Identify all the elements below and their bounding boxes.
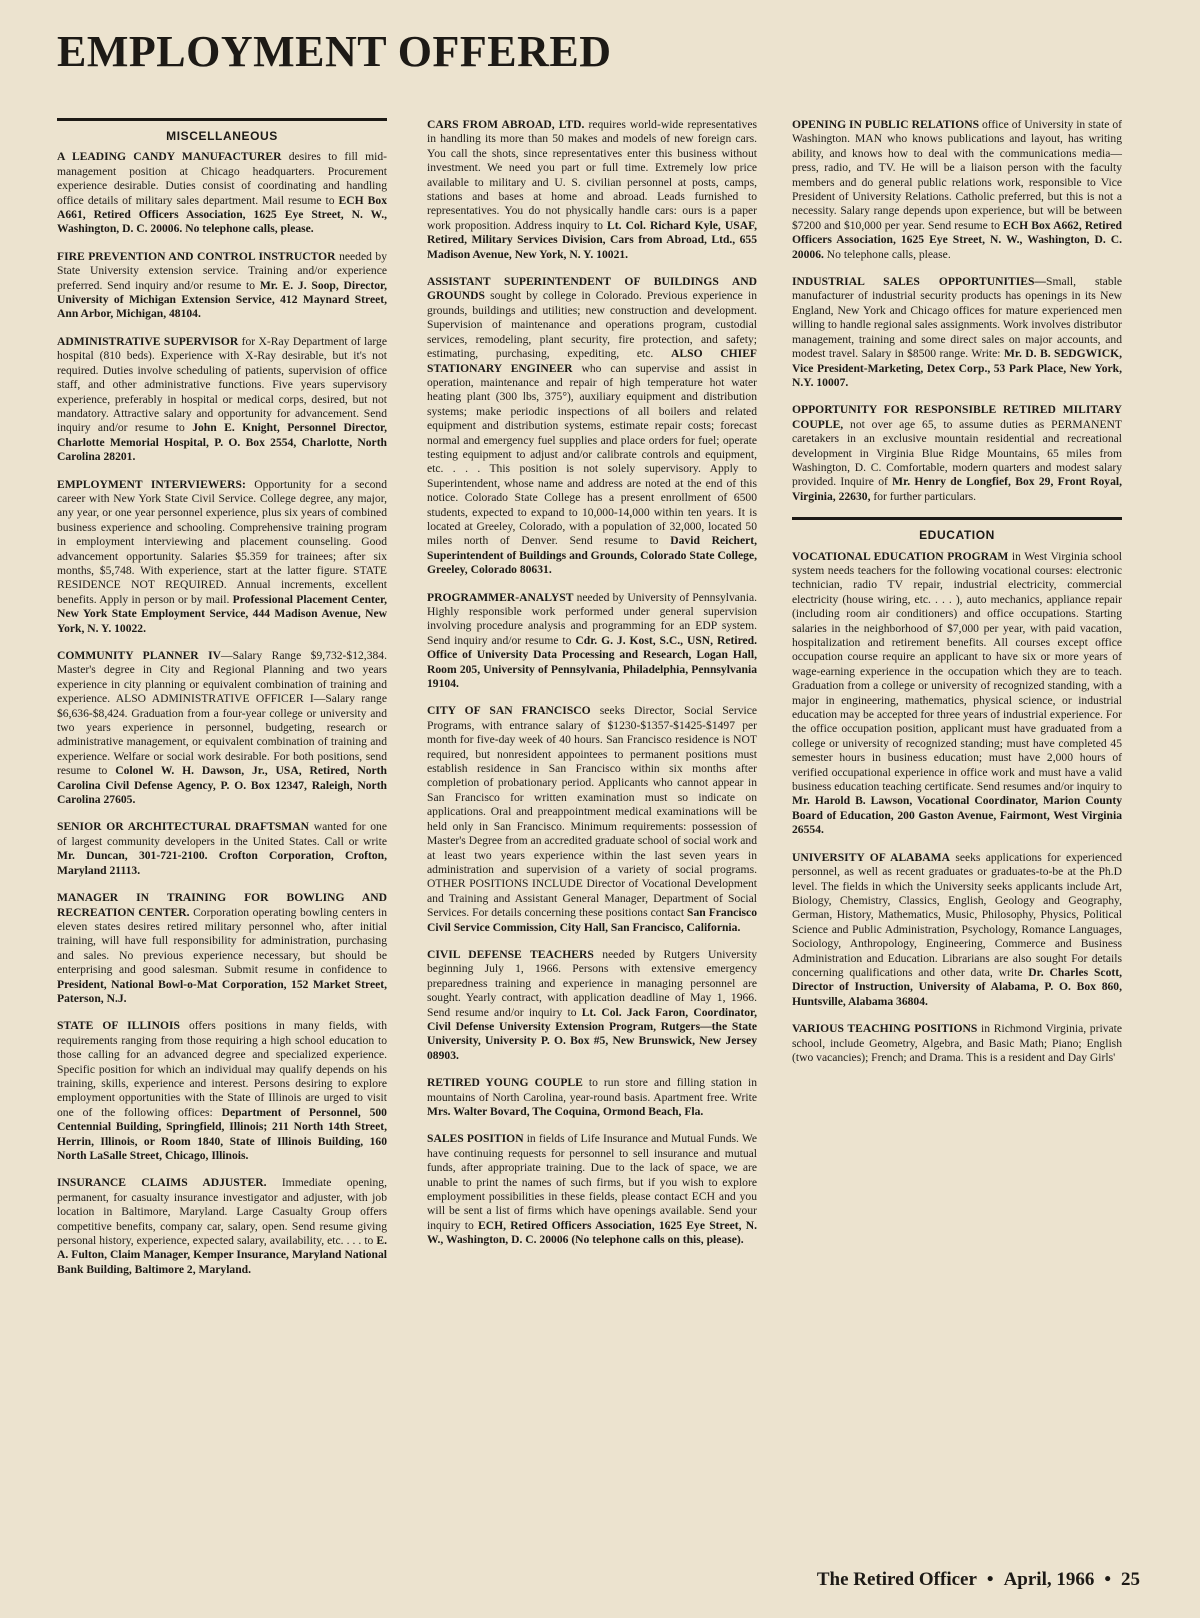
ad-contact: Colonel W. H. Dawson, Jr., USA, Retired, North Carolina Civil Defense Agency, P. O. Box 12347, Raleigh, North Carolina 27605. — [57, 764, 387, 807]
ad-lead: VOCATIONAL EDUCATION PROGRAM — [792, 549, 1009, 563]
section-rule — [57, 118, 387, 121]
ad-body: seeks applications for experienced personnel, as well as recent graduates or graduates-to-be at the Ph.D level. The fields in which the University seeks applicants include Art, Biology, Chemistry, Classics, English, Geology and Geography, German, History, Mathematics, Music, Philosophy, Physics, Political Science and Public Administration, Psychology, Romance Languages, Sociology, Anthropology, Engineering, Commerce and Business Administration and Education. Librarians are also sought For details concerning qualifications and other data, write — [792, 850, 1122, 979]
ad-teaching-positions — [792, 1022, 1122, 1065]
ad-lead-secondary: ALSO CHIEF STATIONARY ENGINEER — [427, 347, 758, 375]
ad-candy-manufacturer — [57, 150, 387, 236]
ad-contact: John E. Knight, Personnel Director, Charlotte Memorial Hospital, P. O. Box 2554, Charlotte, North Carolina 28201. — [57, 421, 388, 464]
ad-lead: ADMINISTRATIVE SUPERVISOR — [57, 334, 239, 348]
page-number: 25 — [1121, 1569, 1140, 1590]
ad-contact: ECH Box A661, Retired Officers Association, 1625 Eye Street, N. W., Washington, D. C. 20006. No telephone calls, please. — [57, 193, 387, 236]
ad-body: in fields of Life Insurance and Mutual Funds. We have continuing requests for personnel to sell insurance and mutual funds, after appropriate training. Due to the lack of space, we are unable to print the names of such firms, but if you wish to explore employment possibilities in these fields, please contact ECH and you will be sent a list of firms which have openings available. Send your inquiry to — [427, 1132, 757, 1232]
ad-university-of-alabama — [792, 851, 1122, 1009]
ad-body: not over age 65, to assume duties as PERMANENT caretakers in an exclusive mountain residential and recreational development in Virginia Blue Ridge Mountains, 65 miles from Washington, D. C. Comfortable, modern quarters and modest salary provided. Inquire of — [792, 417, 1122, 489]
ad-lead: MANAGER IN TRAINING FOR BOWLING AND RECREATION CENTER. — [57, 891, 387, 919]
ad-lead: FIRE PREVENTION AND CONTROL INSTRUCTOR — [57, 249, 336, 263]
ad-lead: INDUSTRIAL SALES OPPORTUNITIES— — [792, 275, 1047, 289]
issue-date: April, 1966 — [1003, 1569, 1095, 1590]
ad-body: needed by State University extension service. Training and/or experience preferred. Send inquiry and/or resume to — [57, 249, 387, 292]
ad-body-secondary: who can supervise and assist in operation, maintenance and repair of high temperature hot water heating plant (300 lbs, 375°), auxiliary equipment and distribution systems; make periodic inspections of all boilers and related equipment and distribution systems, estimate repair costs; forecast normal and emergency fuel supplies and place orders for fuel; operate testing equipment to adjust and/or calibrate controls and equipment, etc. . . . This position is not solely supervisory. Apply to Superintendent, whose name and address are noted at the end of this notice. Colorado State College has a present enrollment of 6500 students, expected to expand to 10,000-14,000 within ten years. It is located at Greeley, Colorado, with a population of 32,000, located 50 miles north of Denver. Send resume to — [427, 361, 757, 548]
ad-fire-prevention — [57, 250, 387, 322]
ad-administrative-supervisor — [57, 335, 387, 465]
ad-city-of-san-francisco — [427, 704, 757, 935]
ad-tail: for further particulars. — [870, 489, 977, 503]
page-footer — [700, 1569, 1140, 1591]
ad-lead: OPENING IN PUBLIC RELATIONS — [792, 118, 980, 131]
ad-community-planner — [57, 649, 387, 807]
ad-contact: Mr. Harold B. Lawson, Vocational Coordinator, Marion County Board of Education, 200 Gaston Avenue, Fairmont, West Virginia 26554. — [792, 794, 1122, 837]
ad-sales-position — [427, 1132, 757, 1247]
ad-contact: President, National Bowl-o-Mat Corporation, 152 Market Street, Paterson, N.J. — [57, 977, 387, 1005]
ad-contact: Dr. Charles Scott, Director of Instruction, University of Alabama, P. O. Box 860, Huntsville, Alabama 36804. — [792, 965, 1122, 1008]
ad-draftsman — [57, 820, 387, 878]
ad-lead: EMPLOYMENT INTERVIEWERS: — [57, 477, 246, 491]
section-rule — [792, 517, 1122, 520]
column-3 — [792, 118, 1122, 1078]
ad-body: sought by college in Colorado. Previous experience in grounds, buildings and utilities; new construction and development. Supervision of maintenance and operations program, custodial services, remodeling, plant security, fire protection, and safety; estimating, purchasing, expediting, etc. — [427, 289, 757, 361]
ad-lead: SALES POSITION — [427, 1132, 524, 1146]
ad-body: Opportunity for a second career with New York State Civil Service. College degree, any major, any year, or one year personnel experience, plus six years of combined business experience and schooling. Comprehensive training program in employment interviewing and placement counseling. Good advancement opportunity. Salaries $5.359 for trainees; after six months, $5,748. With experience, start at the latter figure. STATE RESIDENCE NOT REQUIRED. Annual increments, excellent benefits. Apply in person or by mail. — [57, 477, 387, 606]
ad-lead: SENIOR OR ARCHITECTURAL DRAFTSMAN — [57, 820, 309, 834]
ad-insurance-claims-adjuster — [57, 1176, 387, 1277]
column-1 — [57, 118, 387, 1290]
section-heading-miscellaneous: MISCELLANEOUS — [166, 129, 278, 143]
ad-caretakers — [792, 403, 1122, 504]
column-2 — [427, 118, 757, 1261]
ad-body: offers positions in many fields, with requirements ranging from those requiring a high school education to those calling for an advanced degree and specialized experience. Specific position for which an individual may qualify depends on his training, skills, experience and interest. Persons desiring to explore employment opportunities with the State of Illinois are urged to visit one of the following offices: — [57, 1019, 387, 1119]
ad-employment-interviewers — [57, 478, 387, 636]
section-heading-education: EDUCATION — [919, 528, 995, 543]
ad-lead: PROGRAMMER-ANALYST — [427, 590, 574, 604]
ad-contact: Professional Placement Center, New York State Employment Service, 444 Madison Avenue, New York, N. Y. 10022. — [57, 592, 387, 635]
ad-contact: Mr. Duncan, 301-721-2100. Crofton Corporation, Crofton, Maryland 21113. — [57, 849, 387, 877]
ad-contact: ECH, Retired Officers Association, 1625 Eye Street, N. W., Washington, D. C. 20006 (No telephone calls on this, please). — [427, 1218, 757, 1247]
ad-contact: Lt. Col. Richard Kyle, USAF, Retired, Military Services Division, Cars from Abroad, Ltd., 655 Madison Avenue, New York, N. Y. 10021. — [427, 218, 757, 261]
ad-body: in Richmond Virginia, private school, include Geometry, Algebra, and Basic Math; Piano; English (two vacancies); French; and Drama. This is a resident and Day Girls' — [792, 1022, 1122, 1064]
ad-contact: Mr. Henry de Longfief, Box 29, Front Royal, Virginia, 22630, — [792, 475, 1122, 503]
ad-body: —Salary Range $9,732-$12,384. Master's degree in City and Regional Planning and two years experience in city planning or equivalent combination of training and experience. ALSO ADMINISTRATIVE OFFICER I—Salary range $6,636-$8,424. Graduation from a four-year college or university and two years experience in personnel, budgeting, research or administrative management, or equivalent combination of training and experience. Welfare or social work desirable. For both positions, send resume to — [57, 649, 387, 778]
footer-separator: • — [986, 1569, 994, 1590]
ad-body: wanted for one of largest community developers in the United States. Call or write — [57, 820, 387, 848]
ad-contact: Cdr. G. J. Kost, S.C., USN, Retired. Office of University Data Processing and Research, Logan Hall, Room 205, University of Pennsylvania, Philadelphia, Pennsylvania 19104. — [427, 633, 757, 691]
ad-contact: ECH Box A662, Retired Officers Association, 1625 Eye Street, N. W., Washington, D. C. 20006. — [792, 218, 1122, 261]
ad-body: desires to fill mid-management position at Chicago headquarters. Procurement experience desirable. Duties consist of coordinating and handling office details of military sales department. Mail resume to — [57, 150, 387, 207]
ad-tail: No telephone calls, please. — [823, 247, 951, 261]
ad-body: needed by University of Pennsylvania. Highly responsible work performed under general supervision involving procedure analysis and programming for an EDP system. Send inquiry and/or resume to — [427, 590, 757, 647]
ad-industrial-sales — [792, 275, 1122, 390]
ad-contact: Lt. Col. Jack Faron, Coordinator, Civil Defense University Extension Program, Rutgers—the State University, University P. O. Box #5, New Brunswick, New Jersey 08903. — [427, 1005, 757, 1062]
ad-body: in West Virginia school system needs teachers for the following vocational courses: electronic technician, radio TV repair, industrial electricity, commercial electricity (house wiring, etc. . . . ), auto mechanics, appliance repair (including room air conditioners) and office occupations. Starting salaries in the neighborhood of $7,000 per year, with paid vacation, hospitalization and retirement benefits. All courses except office occupation course require an applicant to have six or more years of wage-earning experience in the occupation which they are to teach. Graduation from a college or university of recognized standing, with a major in engineering, mathematics, physical science, or industrial education may be accepted for three years of industrial experience. For the office occupation position, applicant must have graduated from a college or university of recognized standing; must have completed 45 semester hours in business education; must have 2,000 hours of verified occupational experience in office work and must have a valid business education teaching certificate. Send resumes and/or inquiry to — [792, 549, 1122, 794]
ad-body: needed by Rutgers University beginning July 1, 1966. Persons with extensive emergency preparedness training and experience in managing personnel are sought. Yearly contract, with application deadline of May 1, 1966. Send resume and/or inquiry to — [427, 947, 757, 1019]
ad-lead: ASSISTANT SUPERINTENDENT OF BUILDINGS AND GROUNDS — [427, 275, 757, 303]
ad-body: to run store and filling station in mountains of North Carolina, year-round basis. Apartment free. Write — [427, 1076, 757, 1104]
ad-retired-young-couple — [427, 1076, 757, 1119]
ad-assistant-superintendent — [427, 275, 757, 578]
ad-public-relations — [792, 118, 1122, 262]
ad-body: seeks Director, Social Service Programs, with entrance salary of $1230-$1357-$1425-$1497 per month for five-day week of 40 hours. San Francisco residence is NOT required, but nonresident appointees to permanent positions must establish residence in San Francisco within six months after completion of probationary period. Applicants who cannot appear in San Francisco for written examination must so indicate on applications. Oral and preappointment medical examinations will be held only in San Francisco. Minimum requirements: possession of Master's Degree from an accredited graduate school of social work and at least two years experience within the last seven years in administration and supervision of a variety of social programs. OTHER POSITIONS INCLUDE Director of Vocational Development and Training and Assistant General Manager, Department of Social Services. For details concerning these positions contact — [427, 704, 758, 920]
ad-contact: Mr. E. J. Soop, Director, University of Michigan Extension Service, 412 Maynard Street, Ann Arbor, Michigan, 48104. — [57, 278, 387, 321]
ad-lead: STATE OF ILLINOIS — [57, 1019, 180, 1033]
ad-contact: Mrs. Walter Bovard, The Coquina, Ormond Beach, Fla. — [427, 1105, 704, 1118]
ad-lead: CARS FROM ABROAD, LTD. — [427, 118, 585, 131]
ad-lead: COMMUNITY PLANNER IV — [57, 649, 221, 662]
ad-body: office of University in state of Washington. MAN who knows publications and layout, has writing ability, and knows how to deal with the communications media—press, radio, and TV. He will be a liaison person with the faculty members and do general public relations work, responsible to Vice President of University Relations. Catholic preferred, but this is not a necessity. Salary range depends upon experience, but will be between $7200 and $10,000 per year. Send resume to — [792, 118, 1122, 232]
ad-contact: San Francisco Civil Service Commission, City Hall, San Francisco, California. — [427, 906, 757, 934]
ad-lead: UNIVERSITY OF ALABAMA — [792, 850, 950, 864]
ad-lead: CITY OF SAN FRANCISCO — [427, 704, 591, 718]
ad-body: Corporation operating bowling centers in eleven states desires retired military personnel who, after initial training, will have full responsibility for administration, purchasing and sales. No previous experience necessary, but should be enterprising and good salesman. Submit resume in confidence to — [57, 905, 387, 977]
ad-contact: David Reichert, Superintendent of Buildings and Grounds, Colorado State College, Greeley, Colorado 80631. — [427, 534, 757, 577]
ad-contact: E. A. Fulton, Claim Manager, Kemper Insurance, Maryland National Bank Building, Baltimore 2, Maryland. — [57, 1234, 387, 1276]
ad-bowling-manager — [57, 891, 387, 1006]
page-title: EMPLOYMENT OFFERED — [57, 27, 612, 76]
ad-body: for X-Ray Department of large hospital (810 beds). Experience with X-Ray desirable, but it's not required. Duties involve scheduling of patients, supervision of office staff, and other administrative functions. Five years supervisory experience, preferably in hospital or medical corps, desired, but not mandatory. Attractive salary and opportunity for advancement. Send inquiry and/or resume to — [57, 334, 387, 435]
ad-body: Small, stable manufacturer of industrial security products has openings in its New England, New York and Chicago offices for mature experienced men willing to handle regional sales assignments. Work involves distributor management, training and some direct sales on major accounts, and modest travel. Salary in $8500 range. Write: — [792, 275, 1122, 361]
ad-contact: Department of Personnel, 500 Centennial Building, Springfield, Illinois; 211 North 14th Street, Herrin, Illinois, or Room 1840, State of Illinois Building, 160 North LaSalle Street, Chicago, Illinois. — [57, 1105, 387, 1162]
ad-lead: CIVIL DEFENSE TEACHERS — [427, 947, 594, 961]
ad-lead: A LEADING CANDY MANUFACTURER — [57, 150, 282, 164]
footer-separator: • — [1104, 1569, 1111, 1590]
ad-body: Immediate opening, permanent, for casualty insurance investigator and adjuster, with job location in Baltimore, Maryland. Large Casualty Group offers competitive benefits, company car, salary, open. Send resume giving personal history, experience, expected salary, availability, etc. . . . to — [57, 1176, 387, 1248]
ad-lead: INSURANCE CLAIMS ADJUSTER. — [57, 1176, 267, 1190]
ad-programmer-analyst — [427, 591, 757, 692]
ad-lead: RETIRED YOUNG COUPLE — [427, 1076, 583, 1090]
ad-cars-from-abroad — [427, 118, 757, 262]
publication-name: The Retired Officer — [816, 1569, 977, 1590]
ad-state-of-illinois — [57, 1019, 387, 1163]
ad-body: requires world-wide representatives in handling its more than 50 makes and models of new foreign cars. You call the shots, since representatives enter this business without investment. We need you part or full time. Extremely low price available to military and U. S. civilian personnel at posts, camps, stations and bases at home and abroad. Leads furnished to representatives. You do not physically handle cars: ours is a paper work proposition. Address inquiry to — [427, 118, 757, 232]
ad-contact: Mr. D. B. SEDGWICK, Vice President-Marketing, Detex Corp., 53 Park Place, New York, N.Y. 10007. — [792, 347, 1122, 389]
ad-lead: OPPORTUNITY FOR RESPONSIBLE RETIRED MILITARY COUPLE, — [792, 403, 1122, 431]
ad-civil-defense-teachers — [427, 948, 757, 1063]
ad-lead: VARIOUS TEACHING POSITIONS — [792, 1022, 978, 1036]
ad-vocational-education — [792, 550, 1122, 838]
